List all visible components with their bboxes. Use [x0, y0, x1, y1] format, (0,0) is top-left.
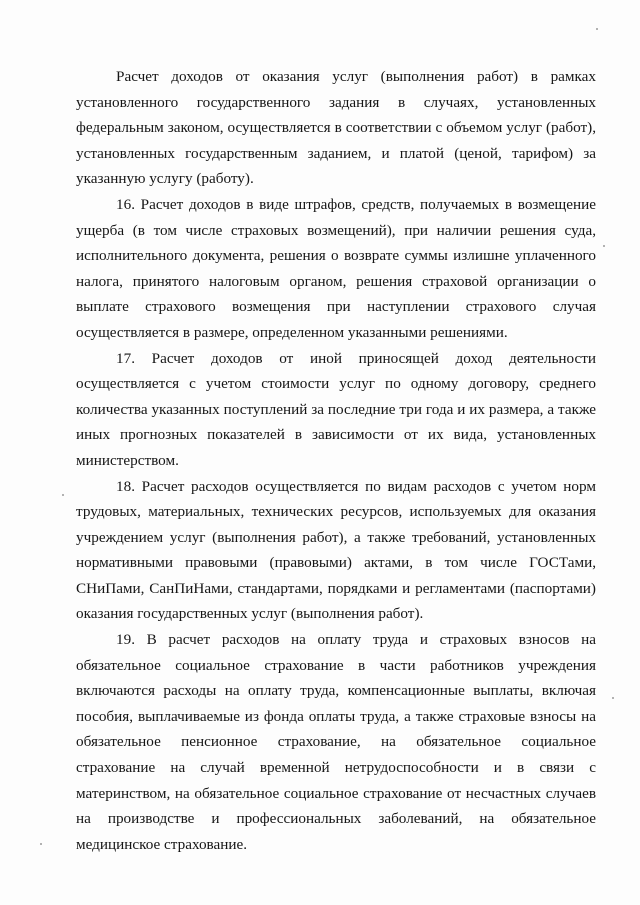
document-body: [76, 64, 596, 857]
scan-speck: [62, 494, 64, 496]
paragraph-19-labor-costs: 19. В расчет расходов на оплату труда и страховых взносов на обязательное социальное страхование в части работников учреждения включаются расходы на оплату труда, компенсационные выплаты, включая пособия, выплачиваемые из фонда оплаты труда, а также страховые взносы на обязательное пенсионное страхование, на обязательное социальное страхование на случай временной нетрудоспособности и в связи с материнством, на обязательное социальное страхование от несчастных случаев на производстве и профессиональных заболеваний, на обязательное медицинское страхование.: [76, 631, 596, 853]
scan-speck: [596, 28, 598, 30]
paragraph-16-fines-income: 16. Расчет доходов в виде штрафов, средств, получаемых в возмещение ущерба (в том числе страховых возмещений), при наличии решения суда, исполнительного документа, решения о возврате суммы излишне уплаченного налога, принятого налоговым органом, решения страховой организации о выплате страхового возмещения при наступлении страхового случая осуществляется в размере, определенном указанными решениями.: [76, 195, 596, 341]
paragraph-18-expenses: 18. Расчет расходов осуществляется по видам расходов с учетом норм трудовых, материальных, технических ресурсов, используемых для оказания учреждением услуг (выполнения работ), а также требований, установленных нормативными правовыми (правовыми) актами, в том числе ГОСТами, СНиПами, СанПиНами, стандартами, порядками и регламентами (паспортами) оказания государственных услуг (выполнения работ).: [76, 477, 596, 623]
paragraph-17-other-income: 17. Расчет доходов от иной приносящей доход деятельности осуществляется с учетом стоимости услуг по одному договору, среднего количества указанных поступлений за последние три года и их размера, а также иных прогнозных показателей в зависимости от их вида, установленных министерством.: [76, 349, 596, 469]
scan-speck: [612, 697, 614, 699]
scan-speck: [40, 843, 42, 845]
paragraph-income-state-assignment: Расчет доходов от оказания услуг (выполнения работ) в рамках установленного государственного задания в случаях, установленных федеральным законом, осуществляется в соответствии с объемом услуг (работ), установленных государственным заданием, и платой (ценой, тарифом) за указанную услугу (работу).: [76, 68, 596, 188]
scan-speck: [603, 245, 605, 247]
